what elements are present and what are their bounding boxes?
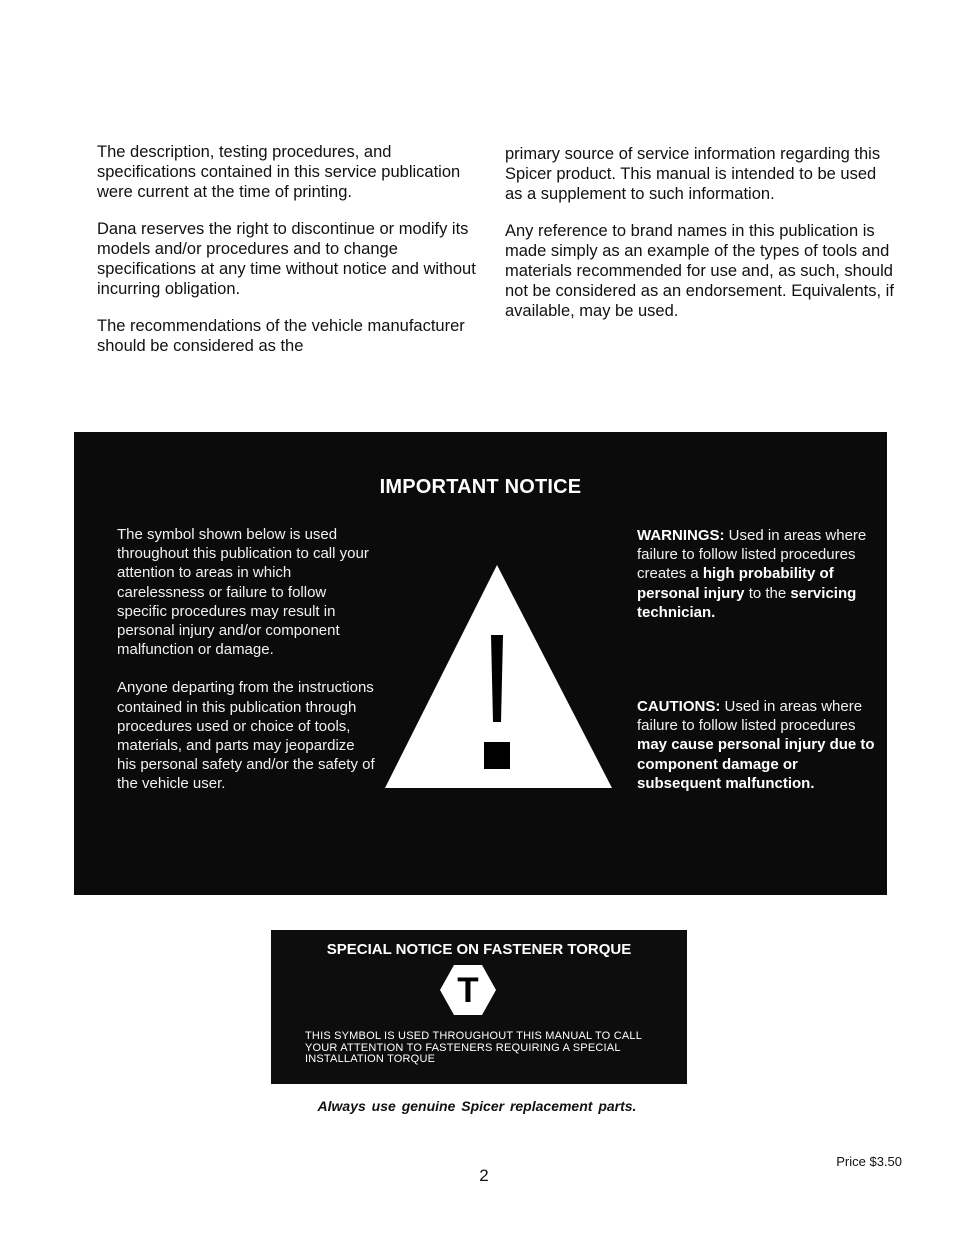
warning-triangle-icon — [384, 562, 614, 792]
intro-paragraph: Dana reserves the right to discontinue or modify its models and/or procedures and to change specifications at any time without notice and without incurring obligation. — [97, 220, 476, 298]
page-number: 2 — [479, 1166, 489, 1185]
notice-paragraph: The symbol shown below is used throughout this publication to call your attention to areas in which carelessness or failure to follow specific procedures may result in personal injury and/or component malfunction or damage. — [117, 526, 369, 659]
warnings-text: to the — [748, 584, 787, 602]
intro-paragraph: The recommendations of the vehicle manufacturer should be considered as the — [97, 317, 465, 355]
intro-left-column — [97, 142, 477, 373]
cautions-text: Used in areas where failure to follow listed procedures — [637, 698, 863, 735]
cautions-emphasis: may cause personal injury due to component damage or subsequent malfunction. — [637, 736, 875, 792]
torque-notice-panel — [271, 930, 687, 1084]
notice-paragraph: Anyone departing from the instructions contained in this publication through procedures used or choice of tools, materials, and parts may jeopardize his personal safety and/or the safety of the vehicle user. — [117, 679, 375, 793]
price-label: Price $3.50 — [836, 1154, 902, 1169]
warnings-text: Used in areas where failure to follow listed procedures creates a — [637, 527, 867, 583]
important-notice-panel — [74, 432, 887, 895]
warnings-emphasis: high probability of personal injury — [637, 565, 834, 602]
cautions-block — [637, 697, 877, 793]
warnings-block — [637, 526, 877, 622]
tagline: Always use genuine Spicer replacement parts. — [317, 1098, 637, 1114]
torque-notice-text: THIS SYMBOL IS USED THROUGHOUT THIS MANUAL TO CALL YOUR ATTENTION TO FASTENERS REQUIRING A SPECIAL INSTALLATION TORQUE — [305, 1030, 642, 1065]
intro-paragraph: Any reference to brand names in this publication is made simply as an example of the types of tools and materials recommended for use and, as such, should not be considered as an endorsement. Equivalents, if available, may be used. — [505, 222, 894, 320]
torque-notice-title: SPECIAL NOTICE ON FASTENER TORQUE — [326, 941, 632, 958]
intro-paragraph: primary source of service information regarding this Spicer product. This manual is intended to be used as a supplement to such information. — [505, 145, 881, 203]
warnings-label: WARNINGS: — [637, 527, 725, 544]
cautions-label: CAUTIONS: — [637, 698, 721, 715]
important-notice-title: IMPORTANT NOTICE — [379, 476, 582, 498]
torque-hexagon-icon — [439, 964, 497, 1016]
warnings-emphasis: servicing technician. — [637, 584, 857, 621]
torque-icon-letter: T — [457, 971, 479, 1010]
intro-right-column — [505, 144, 895, 338]
notice-left-text — [117, 525, 377, 813]
intro-paragraph: The description, testing procedures, and specifications contained in this service publication were current at the time of printing. — [97, 143, 461, 201]
